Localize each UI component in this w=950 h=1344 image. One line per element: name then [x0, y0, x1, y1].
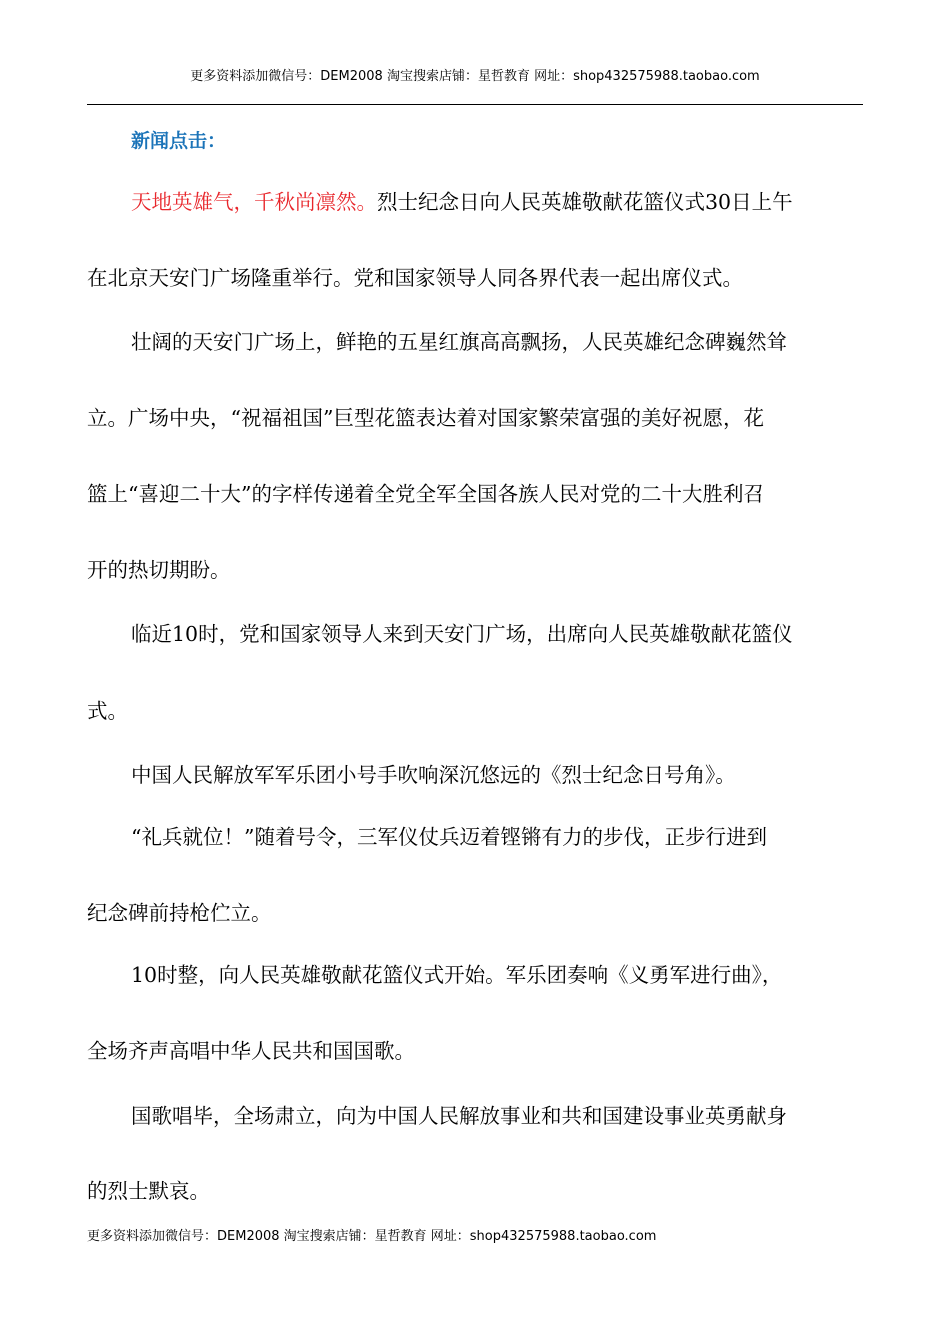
paragraph-line: 式。 — [87, 699, 128, 723]
section-title: 新闻点击： — [131, 130, 227, 152]
paragraph-line: 中国人民解放军军乐团小号手吹响深沉悠远的《烈士纪念日号角》。 — [131, 763, 736, 787]
paragraph-line: 国歌唱毕，全场肃立，向为中国人民解放事业和共和国建设事业英勇献身 — [131, 1104, 787, 1128]
paragraph-line: “礼兵就位！”随着号令，三军仪仗兵迈着铿锵有力的步伐，正步行进到 — [131, 825, 767, 849]
paragraph-text: 烈士纪念日向人民英雄敬献花篮仪式30日上午 — [377, 190, 793, 214]
highlight-phrase: 天地英雄气，千秋尚凛然。 — [131, 190, 377, 214]
paragraph-line: 10时整，向人民英雄敬献花篮仪式开始。军乐团奏响《义勇军进行曲》， — [131, 963, 783, 987]
paragraph-line: 立。广场中央，“祝福祖国”巨型花篮表达着对国家繁荣富强的美好祝愿，花 — [87, 406, 764, 430]
paragraph-line: 的烈士默哀。 — [87, 1179, 210, 1203]
paragraph-line: 全场齐声高唱中华人民共和国国歌。 — [87, 1039, 415, 1063]
header-divider — [87, 104, 863, 105]
paragraph-line: 开的热切期盼。 — [87, 558, 231, 582]
page-footer: 更多资料添加微信号：DEM2008 淘宝搜索店铺：星哲教育 网址：shop432575988.taobao.com — [87, 1229, 657, 1244]
paragraph-line — [131, 187, 793, 217]
paragraph-line: 临近10时，党和国家领导人来到天安门广场，出席向人民英雄敬献花篮仪 — [131, 622, 793, 646]
paragraph-line: 篮上“喜迎二十大”的字样传递着全党全军全国各族人民对党的二十大胜利召 — [87, 482, 764, 506]
paragraph-line: 在北京天安门广场隆重举行。党和国家领导人同各界代表一起出席仪式。 — [87, 266, 743, 290]
paragraph-line: 纪念碑前持枪伫立。 — [87, 901, 272, 925]
page-header: 更多资料添加微信号：DEM2008 淘宝搜索店铺：星哲教育 网址：shop432575988.taobao.com — [190, 69, 760, 84]
paragraph-line: 壮阔的天安门广场上，鲜艳的五星红旗高高飘扬，人民英雄纪念碑巍然耸 — [131, 330, 787, 354]
